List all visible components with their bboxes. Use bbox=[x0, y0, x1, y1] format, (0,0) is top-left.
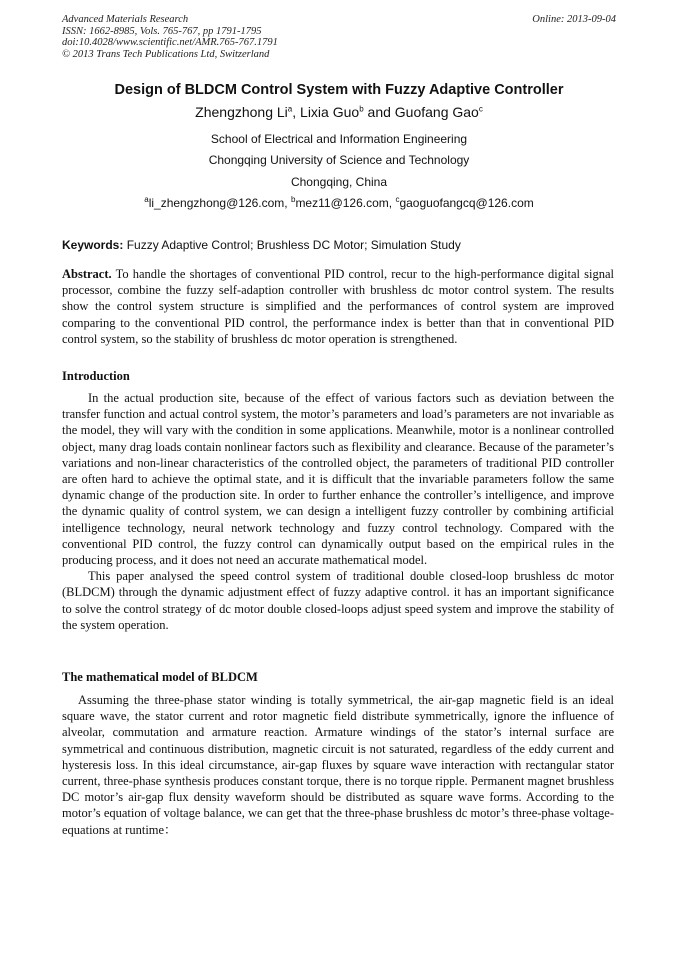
author-sup: c bbox=[478, 104, 483, 114]
email-sup: a bbox=[144, 195, 149, 204]
introduction-body bbox=[62, 390, 614, 633]
journal-name: Advanced Materials Research bbox=[62, 14, 189, 25]
author-sup: a bbox=[287, 104, 293, 114]
author-list bbox=[0, 104, 678, 120]
section-heading-introduction: Introduction bbox=[62, 369, 130, 383]
abstract bbox=[62, 266, 614, 347]
doi-line: doi:10.4028/www.scientific.net/AMR.765-767.1791 bbox=[62, 37, 278, 49]
author-name: and Guofang Gao bbox=[363, 104, 479, 120]
keywords-text: Fuzzy Adaptive Control; Brushless DC Motor; Simulation Study bbox=[123, 238, 461, 252]
email-line bbox=[0, 196, 678, 210]
author-sup: b bbox=[359, 104, 364, 114]
issn-line: ISSN: 1662-8985, Vols. 765-767, pp 1791-1795 bbox=[62, 25, 262, 37]
abstract-label: Abstract. bbox=[62, 267, 112, 281]
keywords bbox=[62, 238, 461, 252]
paper-title: Design of BLDCM Control System with Fuzzy Adaptive Controller bbox=[114, 82, 564, 98]
abstract-text: To handle the shortages of conventional PID control, recur to the high-performance digital signal processor, combine the fuzzy self-adaption controller with brushless dc motor control system. The results show the control system structure is simplified and the performances of control system are improved comparing to the conventional PID control, the performance index is better than that in conventional PID control system, so the stability of brushless dc motor operation is strengthened. bbox=[62, 267, 614, 346]
section-heading-model: The mathematical model of BLDCM bbox=[62, 670, 258, 684]
copyright-line: © 2013 Trans Tech Publications Ltd, Switzerland bbox=[62, 48, 270, 60]
affiliation-line: School of Electrical and Information Engineering bbox=[210, 132, 468, 146]
author-name: Zhengzhong Li bbox=[195, 104, 288, 120]
author-name: , Lixia Guo bbox=[292, 104, 360, 120]
online-date: Online: 2013-09-04 bbox=[532, 14, 616, 25]
email-sup: c bbox=[395, 195, 400, 204]
email-address: mez11@126.com, bbox=[295, 196, 396, 210]
paragraph: This paper analysed the speed control system of traditional double closed-loop brushless dc motor (BLDCM) through the dynamic adjustment effect of fuzzy adaptive control. it has an important significance to solve the control strategy of dc motor double closed-loops adjust speed system and improve the stability of the system operation. bbox=[62, 569, 614, 632]
keywords-label: Keywords: bbox=[62, 238, 124, 252]
affiliation-line: Chongqing, China bbox=[290, 175, 388, 189]
model-body bbox=[62, 692, 614, 838]
paragraph: Assuming the three-phase stator winding is totally symmetrical, the air-gap magnetic field is an ideal square wave, the stator current and rotor magnetic field distribute symmetrically, ignore the influence of alveolar, commutation and armature reaction. Armature windings of the stator’s internal surface are symmetrical and continuous distribution, magnetic circuit is not saturated, regardless of the eddy current and hysteresis loss. In this ideal circumstance, air-gap fluxes by square wave interaction with rectangular stator current, three-phase synthesis produces constant torque, there is no torque ripple. Permanent magnet brushless DC motor’s air-gap flux density waveform should be distributed as square wave forms. According to the motor’s equation of voltage balance, we can get that the three-phase brushless dc motor’s three-phase voltage-equations at runtime： bbox=[62, 693, 614, 837]
journal-header bbox=[62, 14, 616, 60]
paragraph: In the actual production site, because of the effect of various factors such as deviation between the transfer function and actual control system, the motor’s parameters and load’s parameters are not invariable as the model, they will vary with the condition in some applications. Meanwhile, motor is a nonlinear controlled object, many drag loads contain nonlinear factors such as flexibility and clearance. Because of the parameter’s variations and non-linear characteristics of the controlled object, the parameters of traditional PID controller are often hard to achieve the optimal state, and it is difficult that the invariable parameters follow the same dynamic change of the production site. In order to further enhance the controller’s intelligence, and improve the dynamic quality of control system, we can design a intelligent fuzzy controller by combining artificial intelligence technology, neural network technology and fuzzy control technology. Compared with the conventional PID control, the fuzzy control can dynamically output based on the empirical rules in the producing process, and it does not need an accurate mathematical model. bbox=[62, 391, 614, 568]
email-address: gaoguofangcq@126.com bbox=[399, 196, 534, 210]
affiliation-line: Chongqing University of Science and Technology bbox=[208, 153, 470, 167]
email-address: li_zhengzhong@126.com, bbox=[148, 196, 291, 210]
email-sup: b bbox=[290, 195, 296, 204]
